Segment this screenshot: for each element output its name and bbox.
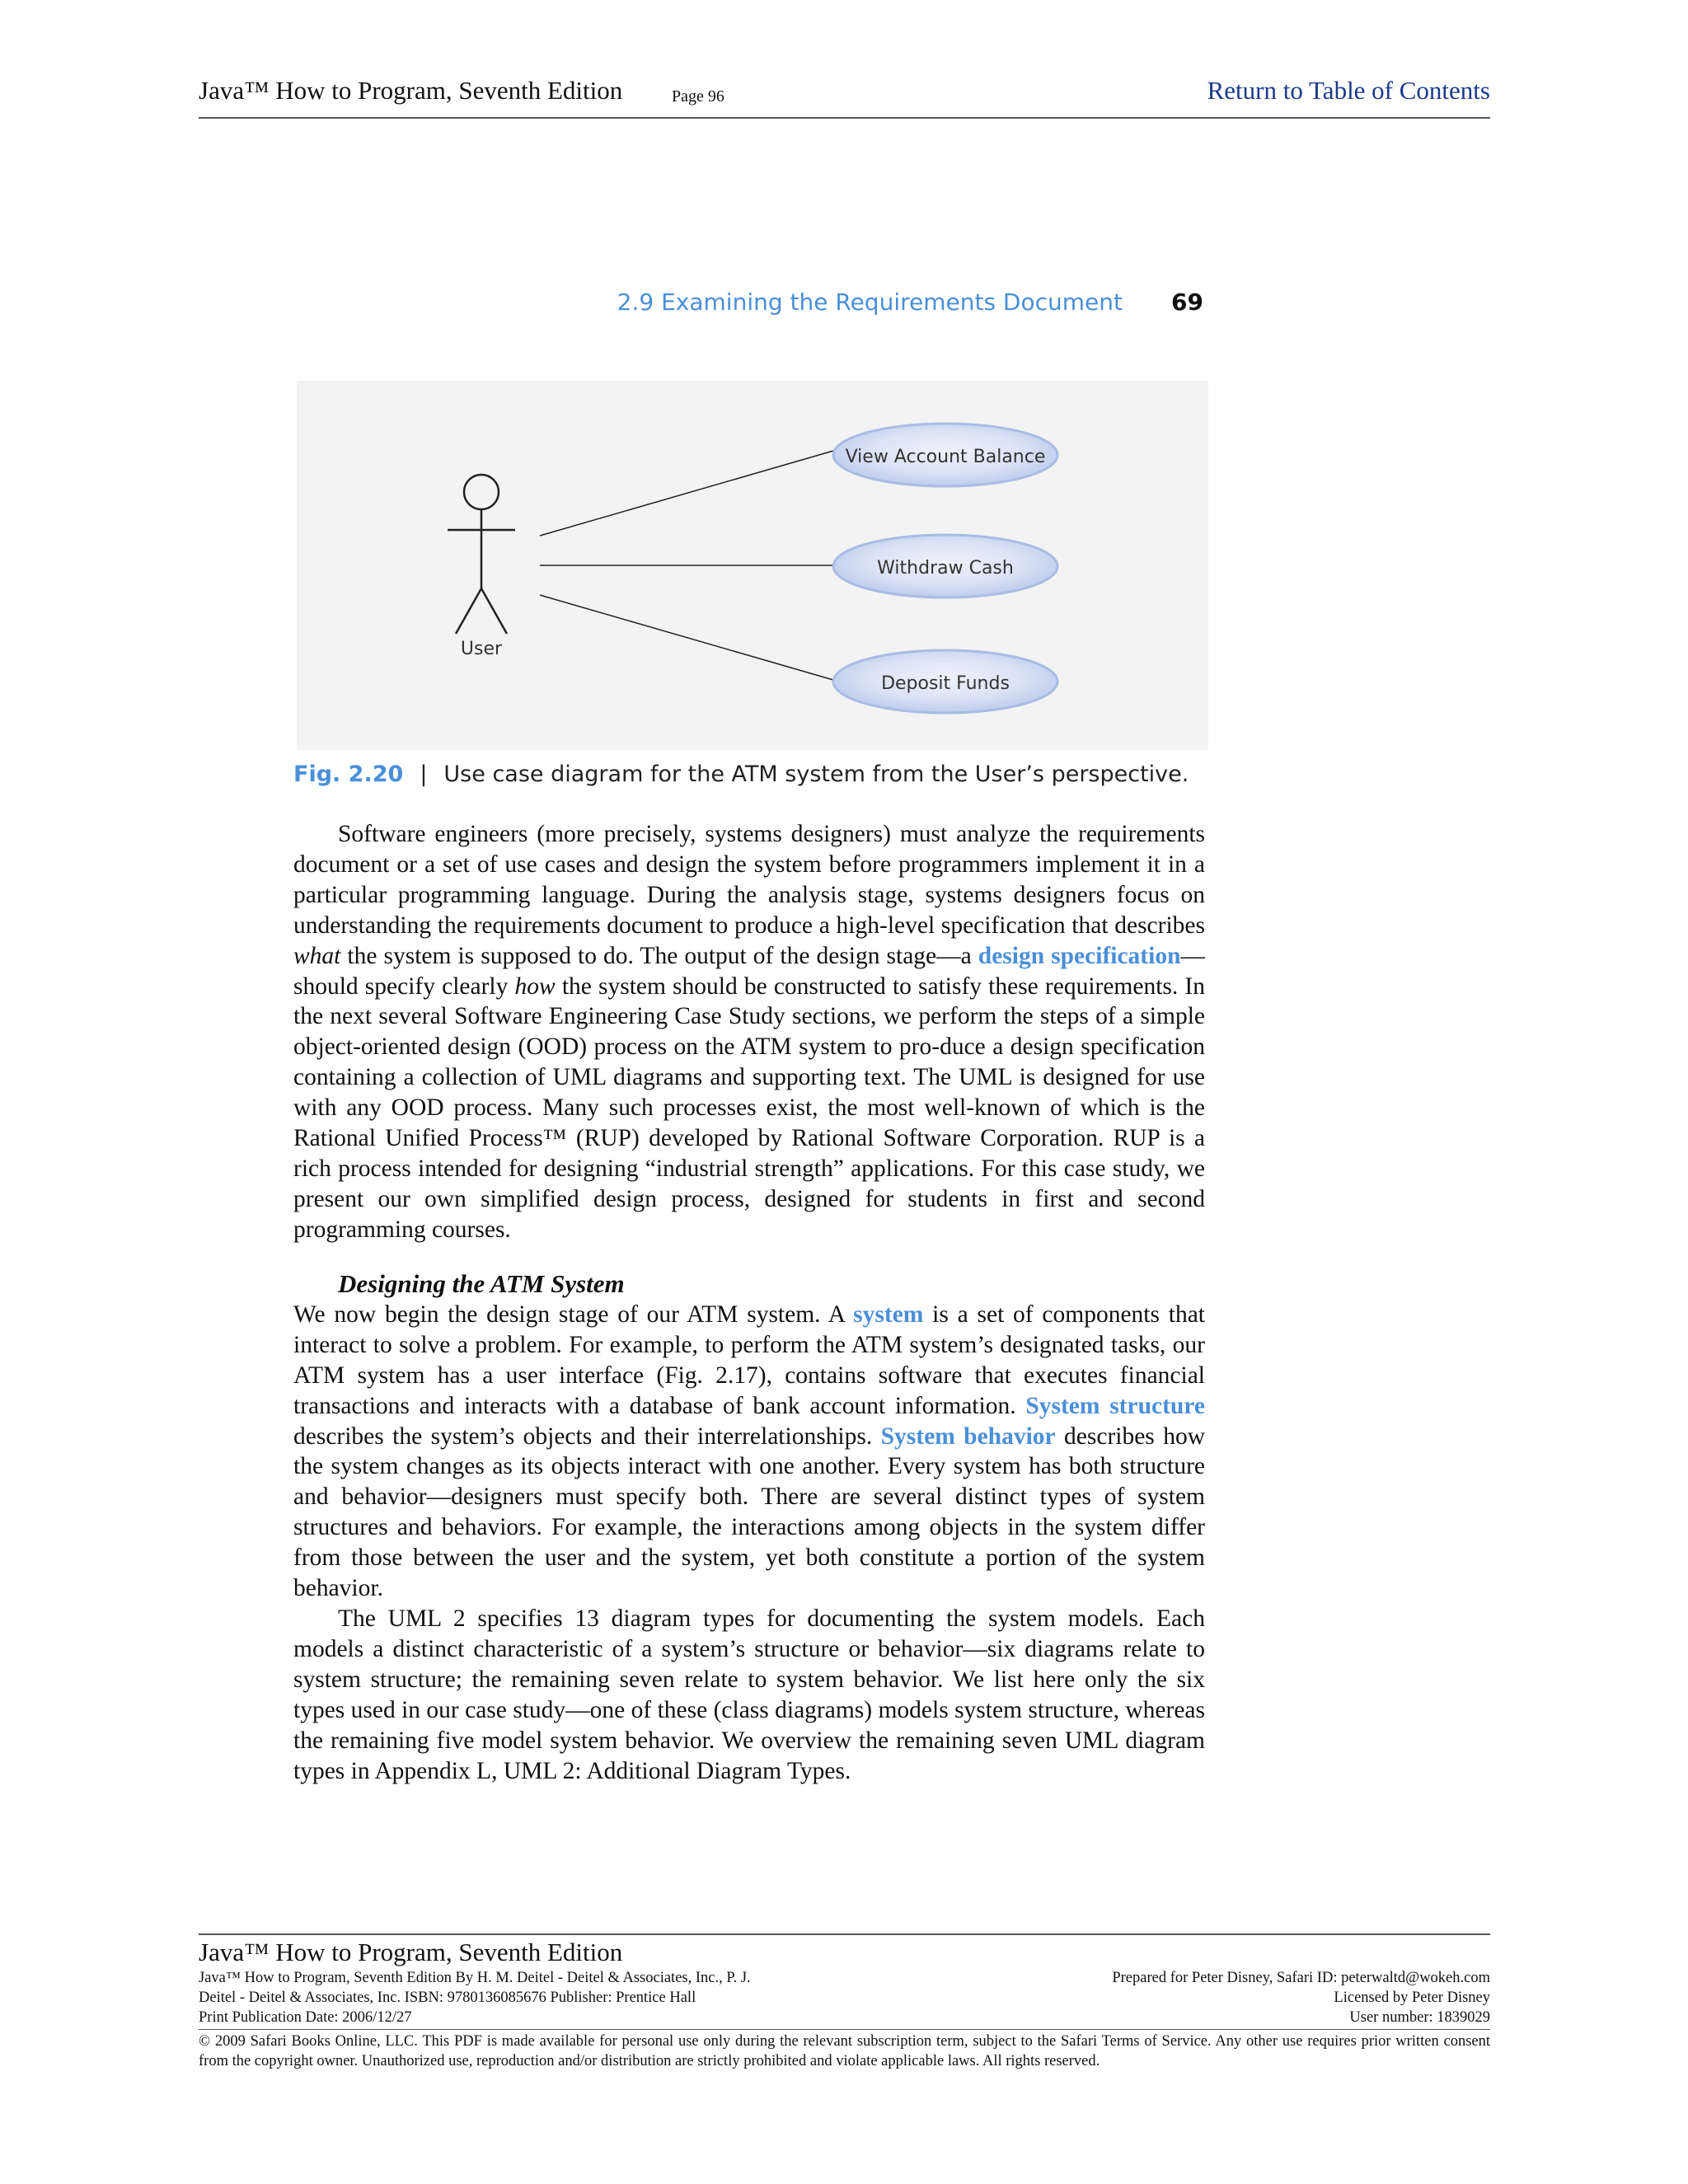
use-case-diagram — [297, 381, 1208, 750]
user-actor-icon — [448, 475, 515, 634]
emphasis-how: how — [514, 972, 556, 1000]
association-deposit-funds — [540, 595, 833, 680]
figure-label: Fig. 2.20 — [293, 762, 404, 787]
page-header — [199, 76, 1490, 119]
caption-separator: | — [420, 762, 428, 787]
footer-licensed-by: Licensed by Peter Disney — [1334, 1990, 1490, 2006]
use-case-view-account-balance — [833, 424, 1057, 486]
use-case-label: Deposit Funds — [881, 673, 1010, 694]
caption-text: Use case diagram for the ATM system from the User’s perspective. — [443, 762, 1189, 787]
emphasis-what: what — [293, 942, 341, 969]
book-page-number: 69 — [1171, 288, 1203, 316]
footer-authors: Java™ How to Program, Seventh Edition By H. M. Deitel - Deitel & Associates, Inc., P. J. — [199, 1970, 751, 1986]
footer-copyright: © 2009 Safari Books Online, LLC. This PDF is made available for personal use only during the relevant subscription term, subject to the Safari Terms of Service. Any other use requires prior written consent from the copyright owner. Unauthorized use, reproduction and/or distribution are strictly prohibited and violate applicable laws. All rights reserved. — [199, 2029, 1490, 2071]
paragraph-analysis-design: Software engineers (more precisely, systems designers) must analyze the requirements document or a set of use cases and design the system before programmers implement it in a particular programming language. During the analysis stage, systems designers focus on understanding the requirements document to produce a high-level specification that describes what the system is supposed to do. The output of the design stage—a design specification—should specify clearly how the system should be constructed to satisfy these requirements. In the next several Software Engineering Case Study sections, we perform the steps of a simple object-oriented design (OOD) process on the ATM system to pro-duce a design specification containing a collection of UML diagrams and supporting text. The UML is designed for use with any OOD process. Many such processes exist, the most well-known of which is the Rational Unified Process™ (RUP) developed by Rational Software Corporation. RUP is a rich process intended for designing “industrial strength” applications. For this case study, we present our own simplified design process, designed for students in first and second programming courses. — [293, 821, 1205, 1243]
use-case-label: Withdraw Cash — [877, 558, 1014, 579]
section-heading — [577, 288, 1205, 321]
footer-row — [199, 1968, 1490, 1988]
footer-row — [199, 1988, 1490, 2008]
paragraph-uml-diagram-types: The UML 2 specifies 13 diagram types for documenting the system models. Each models a distinct characteristic of a system’s structure or behavior—six diagrams relate to system structure; the remaining seven relate to system behavior. We list here only the six types used in our case study—one of these (class diagrams) models system structure, whereas the remaining five model system behavior. We overview the remaining seven UML diagram types in Appendix L, UML 2: Additional Diagram Types. — [293, 1605, 1205, 1784]
footer-book-title: Java™ How to Program, Seventh Edition — [199, 1938, 623, 1966]
footer-publication-date: Print Publication Date: 2006/12/27 — [199, 2009, 412, 2026]
actor-label: User — [460, 639, 503, 659]
subheading-designing-atm-system: Designing the ATM System — [338, 1269, 625, 1298]
use-case-diagram-svg — [297, 381, 1208, 750]
term-system-behavior: System behavior — [880, 1422, 1056, 1450]
footer-row — [199, 2008, 1490, 2027]
term-system-structure: System structure — [1025, 1392, 1205, 1419]
footer-user-number: User number: 1839029 — [1349, 2009, 1490, 2026]
term-design-specification: design specification — [978, 942, 1181, 969]
term-system: system — [853, 1301, 924, 1328]
use-case-label: View Account Balance — [845, 447, 1046, 467]
section-title: 2.9 Examining the Requirements Document — [617, 288, 1123, 316]
figure-caption — [293, 762, 1208, 787]
header-page-number: Page 96 — [672, 87, 724, 105]
header-book-title: Java™ How to Program, Seventh Edition — [199, 76, 623, 105]
body-text-block-1 — [293, 819, 1205, 1245]
page-footer — [199, 1933, 1490, 2071]
footer-isbn: Deitel - Deitel & Associates, Inc. ISBN: 9780136085676 Publisher: Prentice Hall — [199, 1990, 696, 2006]
association-view-balance — [540, 451, 833, 536]
return-to-toc-link[interactable]: Return to Table of Contents — [1207, 76, 1490, 105]
use-case-withdraw-cash — [833, 535, 1057, 598]
footer-prepared-for: Prepared for Peter Disney, Safari ID: peterwaltd@wokeh.com — [1112, 1970, 1490, 1986]
body-text-block-2 — [293, 1269, 1205, 1786]
paragraph-system-definition: We now begin the design stage of our ATM system. A system is a set of components that interact to solve a problem. For example, to perform the ATM system’s designated tasks, our ATM system has a user interface (Fig. 2.17), contains software that executes financial transactions and interacts with a database of bank account information. System structure describes the system’s objects and their interrelationships. System behavior describes how the system changes as its objects interact with one another. Every system has both structure and behavior—designers must specify both. There are several distinct types of system structures and behaviors. For example, the interactions among objects in the system differ from those between the user and the system, yet both constitute a portion of the system behavior. — [293, 1301, 1205, 1602]
use-case-deposit-funds — [833, 650, 1057, 713]
